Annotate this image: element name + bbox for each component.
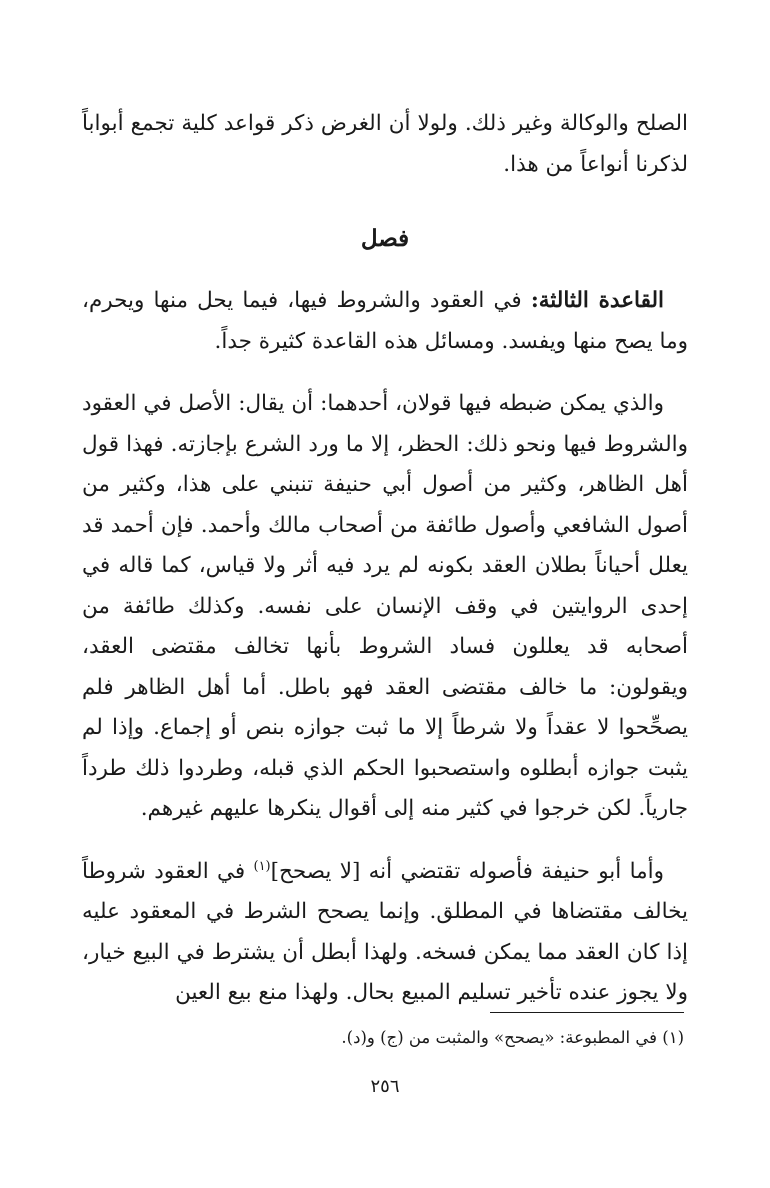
footnote-divider [490, 1012, 684, 1013]
rule3-text: في العقود والشروط فيها، فيما يحل منها ويحرم، وما يصح منها ويفسد. ومسائل هذه القاعدة كثيرة جداً. [82, 288, 688, 354]
paragraph-2: والذي يمكن ضبطه فيها قولان، أحدهما: أن يقال: الأصل في العقود والشروط فيها ونحو ذلك: الحظر، إلا ما ورد الشرع بإجازته. فهذا قول أهل الظاهر، وكثير من أصول أبي حنيفة تنبني على هذا، وكثير من أصول الشافعي وأصول طائفة من أصحاب مالك وأحمد. فإن أحمد قد يعلل أحياناً بطلان العقد بكونه لم يرد فيه أثر ولا قياس، كما قاله في إحدى الروايتين في وقف الإنسان على نفسه. وكذلك طائفة من أصحابه قد يعللون فساد الشروط بأنها تخالف مقتضى العقد، ويقولون: ما خالف مقتضى العقد فهو باطل. أما أهل الظاهر فلم يصحِّحوا لا عقداً ولا شرطاً إلا ما ثبت جوازه بنص أو إجماع. وإذا لم يثبت جوازه أبطلوه واستصحبوا الحكم الذي قبله، وطردوا ذلك طرداً جارياً. لكن خرجوا في كثير منه إلى أقوال ينكرها عليهم غيرهم. [82, 391, 688, 821]
rule3-paragraph [82, 281, 688, 362]
rule3-title: القاعدة الثالثة: [530, 288, 664, 313]
paragraph-3 [82, 852, 688, 1014]
paragraph-3-before: وأما أبو حنيفة فأصوله تقتضي أنه [لا يصحح] [270, 858, 664, 884]
top-paragraph: الصلح والوكالة وغير ذلك. ولولا أن الغرض ذكر قواعد كلية تجمع أبواباً لذكرنا أنواعاً من هذا. [82, 111, 688, 177]
page-number: ٢٥٦ [370, 1076, 400, 1097]
spacer [82, 185, 688, 219]
footnote: (١) في المطبوعة: «يصحح» والمثبت من (ج) و(د). [341, 1028, 684, 1047]
footnote-reference: (١) [253, 858, 271, 874]
spacer [82, 259, 688, 281]
section-heading: فصل [360, 225, 410, 252]
spacer [82, 362, 688, 384]
body-text [82, 104, 688, 1014]
paragraph-3-after: في العقود شروطاً يخالف مقتضاها في المطلق. وإنما يصحح الشرط في المعقود عليه إذا كان العقد مما يمكن فسخه. ولهذا أبطل أن يشترط في البيع خيار، ولا يجوز عنده تأخير تسليم المبيع بحال. ولهذا منع بيع العين [82, 858, 688, 1005]
spacer [82, 830, 688, 852]
